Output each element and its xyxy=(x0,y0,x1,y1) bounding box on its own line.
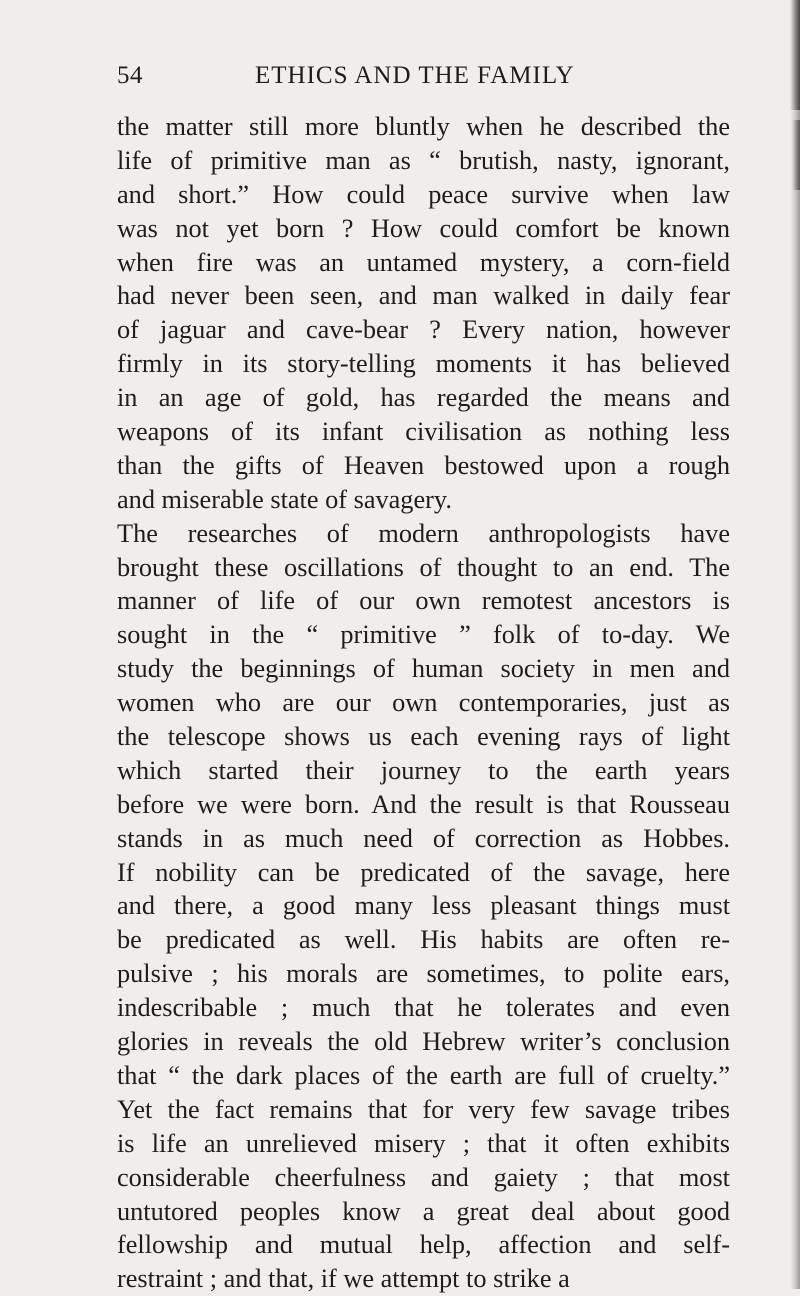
text-line: the matter still more bluntly when he described the xyxy=(117,112,730,141)
text-line: If nobility can be predicated of the savage, here xyxy=(117,857,730,887)
text-line: women who are our own contemporaries, just as xyxy=(117,688,730,718)
running-title: ETHICS AND THE FAMILY xyxy=(255,62,575,89)
text-line: of jaguar and cave-bear ? Every nation, however xyxy=(117,315,730,345)
text-line: and short.” How could peace survive when law xyxy=(117,179,730,209)
text-line: and miserable state of savagery. xyxy=(117,484,452,514)
text-line: indescribable ; much that he tolerates and even xyxy=(117,993,730,1023)
text-line: is life an unrelieved misery ; that it often exhibits xyxy=(117,1128,730,1158)
text-line: brought these oscillations of thought to an end. The xyxy=(117,552,730,582)
text-line: and there, a good many less pleasant things must xyxy=(117,891,730,921)
page-edge-shadow xyxy=(790,0,800,1289)
text-line: glories in reveals the old Hebrew writer’s conclusion xyxy=(117,1027,730,1057)
text-line: weapons of its infant civilisation as nothing less xyxy=(117,417,730,447)
page-number: 54 xyxy=(117,62,143,89)
running-head xyxy=(117,62,727,92)
text-line: be predicated as well. His habits are often re- xyxy=(117,925,730,955)
text-line: fellowship and mutual help, affection and self- xyxy=(117,1230,730,1260)
text-line: pulsive ; his morals are sometimes, to polite ears, xyxy=(117,959,730,989)
text-line: manner of life of our own remotest ancestors is xyxy=(117,586,730,616)
text-line: sought in the “ primitive ” folk of to-day. We xyxy=(117,620,730,650)
page-edge-dark-top xyxy=(790,0,800,110)
text-line: The researches of modern anthropologists have xyxy=(117,518,730,548)
text-line: that “ the dark places of the earth are full of cruelty.” xyxy=(117,1060,730,1090)
text-line: stands in as much need of correction as Hobbes. xyxy=(117,823,730,853)
text-line: than the gifts of Heaven bestowed upon a rough xyxy=(117,450,730,480)
text-line: restraint ; and that, if we attempt to strike a xyxy=(117,1264,570,1294)
text-line: in an age of gold, has regarded the means and xyxy=(117,383,730,413)
text-line: life of primitive man as “ brutish, nasty, ignorant, xyxy=(117,145,730,175)
text-line: firmly in its story-telling moments it has believed xyxy=(117,349,730,379)
page-edge-dark-mid xyxy=(792,120,800,190)
text-line: when fire was an untamed mystery, a corn-field xyxy=(117,247,730,277)
text-line: study the beginnings of human society in men and xyxy=(117,654,730,684)
text-line: the telescope shows us each evening rays of light xyxy=(117,722,730,752)
text-line: had never been seen, and man walked in daily fear xyxy=(117,281,730,311)
body-text xyxy=(117,110,730,1296)
text-line: considerable cheerfulness and gaiety ; that most xyxy=(117,1162,730,1192)
text-line: untutored peoples know a great deal about good xyxy=(117,1196,730,1226)
text-line: Yet the fact remains that for very few savage tribes xyxy=(117,1094,730,1124)
text-line: before we were born. And the result is that Rousseau xyxy=(117,789,730,819)
text-line: which started their journey to the earth years xyxy=(117,755,730,785)
text-line: was not yet born ? How could comfort be known xyxy=(117,213,730,243)
